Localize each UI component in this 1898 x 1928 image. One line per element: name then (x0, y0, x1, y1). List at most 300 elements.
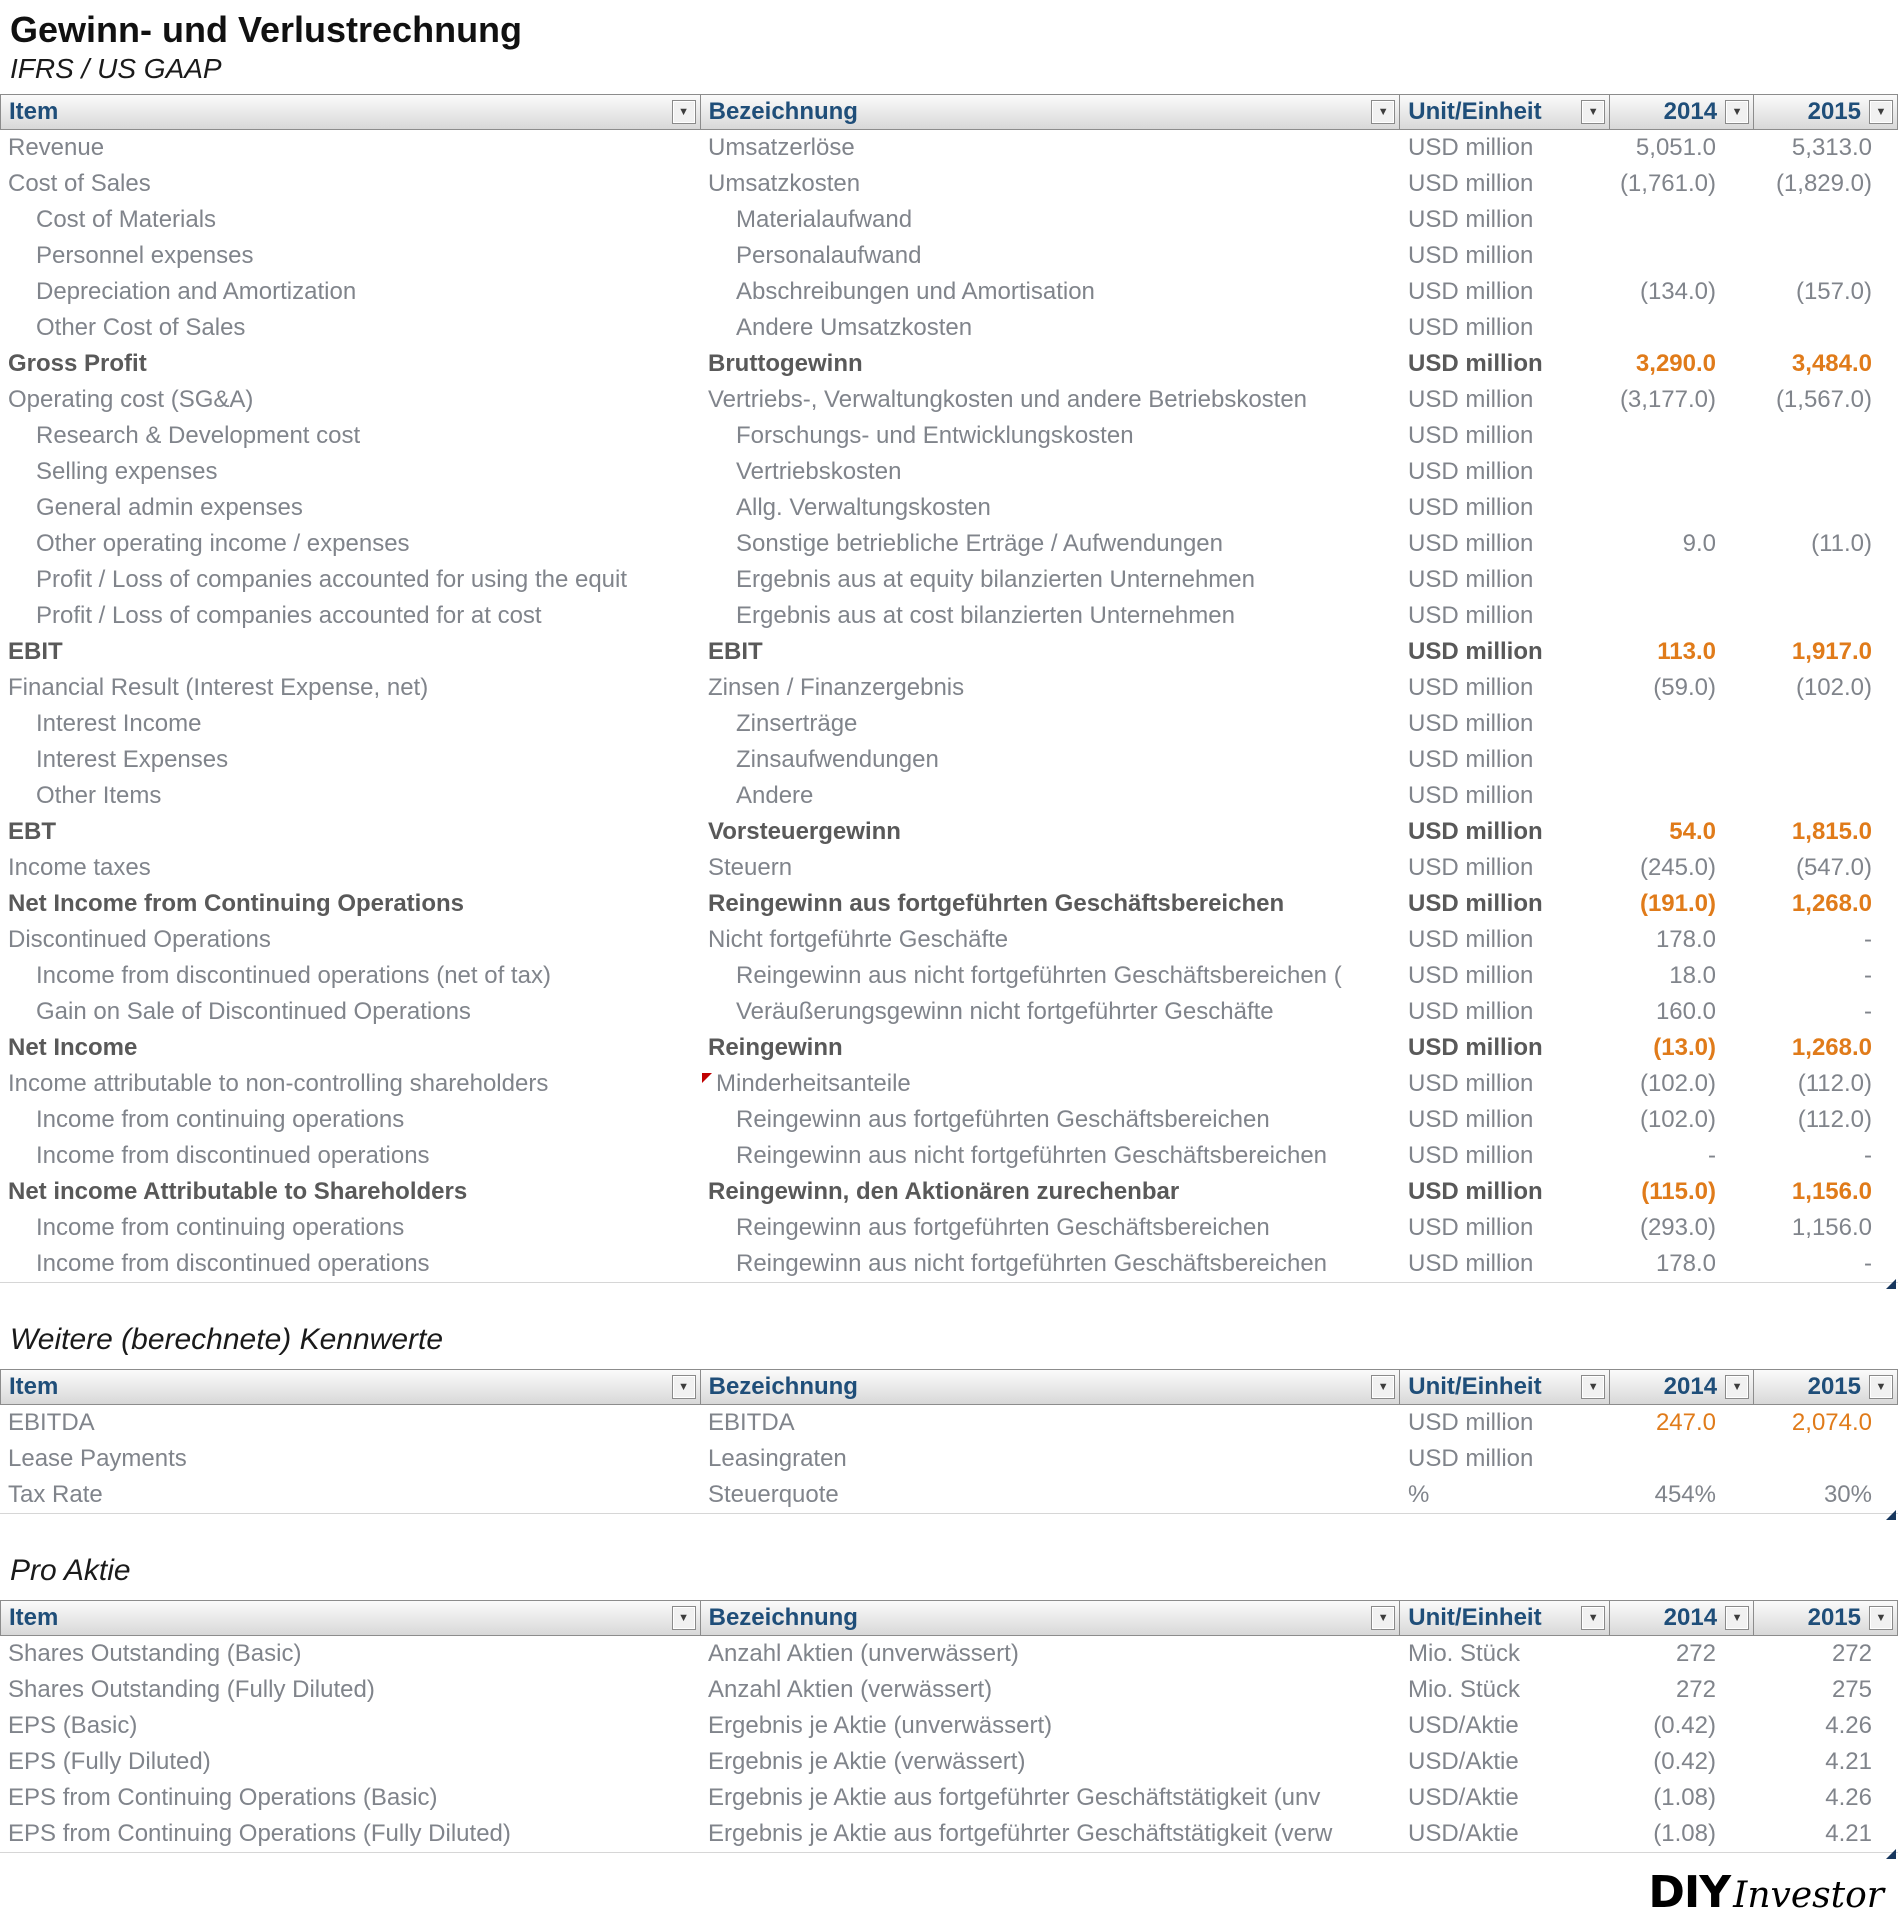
row-unit-cell: USD million (1408, 566, 1534, 594)
column-header-2015-label: 2015 (1807, 1604, 1861, 1632)
row-item-cell: Tax Rate (8, 1481, 103, 1509)
row-item-cell: Income attributable to non-controlling shareholders (8, 1070, 549, 1098)
filter-dropdown-button[interactable] (1725, 1375, 1749, 1399)
row-2014-cell: 247.0 (1655, 1409, 1716, 1437)
row-bezeichnung-cell: Steuerquote (708, 1481, 839, 1509)
table-row (0, 742, 1898, 778)
row-item-cell: EPS (Basic) (8, 1712, 138, 1740)
filter-dropdown-icon: ▼ (1587, 105, 1599, 118)
table-row (0, 166, 1898, 202)
filter-dropdown-icon: ▼ (678, 105, 690, 118)
row-item-cell: Shares Outstanding (Fully Diluted) (8, 1676, 375, 1704)
page-subtitle: IFRS / US GAAP (10, 52, 222, 84)
column-header-2015 (1754, 1370, 1898, 1404)
filter-dropdown-icon: ▼ (1731, 1611, 1743, 1624)
filter-dropdown-icon: ▼ (1587, 1611, 1599, 1624)
row-bezeichnung-cell: Umsatzerlöse (708, 134, 855, 162)
row-2015-cell: 5,313.0 (1791, 134, 1872, 162)
table-row (0, 598, 1898, 634)
row-2014-cell (1610, 454, 1754, 490)
filter-dropdown-button[interactable] (1371, 1606, 1395, 1630)
row-item-cell: Discontinued Operations (8, 926, 271, 954)
row-2014-cell (1610, 778, 1754, 814)
filter-dropdown-button[interactable] (1581, 100, 1605, 124)
table-header-row (0, 94, 1898, 130)
row-unit-cell: USD/Aktie (1408, 1784, 1519, 1812)
filter-dropdown-button[interactable] (1869, 100, 1893, 124)
row-unit-cell: % (1408, 1481, 1430, 1509)
row-2014-cell: (13.0) (1653, 1034, 1716, 1062)
column-header-2014-label: 2014 (1663, 1373, 1718, 1401)
column-header-2014 (1610, 1370, 1754, 1404)
column-header-unit-label: Unit/Einheit (1408, 98, 1542, 126)
row-2015-cell (1754, 778, 1898, 814)
row-unit-cell: USD million (1408, 242, 1534, 270)
filter-dropdown-icon: ▼ (1875, 1611, 1887, 1624)
row-2014-cell: (0.42) (1653, 1712, 1716, 1740)
row-2015-cell: - (1864, 1250, 1872, 1278)
row-bezeichnung-cell: Sonstige betriebliche Erträge / Aufwendungen (736, 530, 1223, 558)
row-item-cell: Income from continuing operations (36, 1214, 405, 1242)
row-2014-cell: (115.0) (1641, 1178, 1716, 1206)
row-2014-cell: 9.0 (1682, 530, 1716, 558)
table-row (0, 274, 1898, 310)
row-2014-cell: 113.0 (1657, 638, 1716, 666)
row-2015-cell (1754, 562, 1898, 598)
row-unit-cell: Mio. Stück (1408, 1640, 1521, 1668)
row-bezeichnung-cell: Andere (736, 782, 814, 810)
row-bezeichnung-cell: Zinsen / Finanzergebnis (708, 674, 965, 702)
table-row (0, 1672, 1898, 1708)
table-row (0, 778, 1898, 814)
filter-dropdown-icon: ▼ (1875, 1380, 1887, 1393)
table-row (0, 922, 1898, 958)
row-bezeichnung-cell: Reingewinn aus nicht fortgeführten Geschäftsbereichen ( (736, 962, 1342, 990)
table-header-row (0, 1600, 1898, 1636)
table-row (0, 202, 1898, 238)
row-unit-cell: USD million (1408, 1409, 1534, 1437)
table-row (0, 706, 1898, 742)
row-2014-cell (1610, 238, 1754, 274)
row-2015-cell (1754, 490, 1898, 526)
row-unit-cell: USD million (1408, 170, 1534, 198)
row-unit-cell: USD million (1408, 854, 1534, 882)
row-2015-cell: 4.21 (1825, 1820, 1872, 1848)
table-row (0, 130, 1898, 166)
page-title: Gewinn- und Verlustrechnung (10, 9, 523, 50)
table-row (0, 382, 1898, 418)
column-header-item (1, 1601, 701, 1635)
row-item-cell: Gain on Sale of Discontinued Operations (36, 998, 471, 1026)
row-2014-cell (1610, 706, 1754, 742)
row-2015-cell: 1,268.0 (1791, 890, 1872, 918)
row-item-cell: EBT (8, 818, 56, 846)
table-row (0, 1405, 1898, 1441)
filter-dropdown-icon: ▼ (1377, 1380, 1389, 1393)
row-bezeichnung-cell: Zinsaufwendungen (736, 746, 939, 774)
row-2014-cell (1610, 742, 1754, 778)
row-2015-cell (1754, 454, 1898, 490)
filter-dropdown-button[interactable] (1371, 100, 1395, 124)
row-item-cell: Net Income from Continuing Operations (8, 890, 465, 918)
row-2015-cell (1754, 706, 1898, 742)
row-unit-cell: USD million (1408, 602, 1534, 630)
row-bezeichnung-cell: Reingewinn aus fortgeführten Geschäftsbereichen (736, 1214, 1270, 1242)
filter-dropdown-button[interactable] (1725, 1606, 1749, 1630)
table-row (0, 1030, 1898, 1066)
table-row (0, 526, 1898, 562)
row-2014-cell: (245.0) (1639, 854, 1716, 882)
pro-aktie-table (0, 1600, 1898, 1853)
table-row (0, 1477, 1898, 1513)
table-row (0, 562, 1898, 598)
row-item-cell: Net income Attributable to Shareholders (8, 1178, 468, 1206)
row-2015-cell: (11.0) (1811, 530, 1872, 558)
column-header-2015 (1754, 95, 1898, 129)
row-2014-cell (1610, 1441, 1754, 1477)
filter-dropdown-button[interactable] (672, 1606, 696, 1630)
row-unit-cell: USD million (1408, 926, 1534, 954)
row-2014-cell: 5,051.0 (1635, 134, 1716, 162)
table-row (0, 1708, 1898, 1744)
row-2014-cell (1610, 202, 1754, 238)
row-2015-cell: (102.0) (1795, 674, 1872, 702)
column-header-unit (1400, 1601, 1610, 1635)
row-unit-cell: USD million (1408, 1178, 1543, 1206)
column-header-bezeichnung-label: Bezeichnung (708, 98, 858, 126)
row-2014-cell: 454% (1654, 1481, 1716, 1509)
row-unit-cell: USD million (1408, 890, 1543, 918)
row-bezeichnung-cell: Ergebnis je Aktie (unverwässert) (708, 1712, 1053, 1740)
row-2014-cell: 54.0 (1669, 818, 1716, 846)
table-row (0, 634, 1898, 670)
row-2014-cell: 3,290.0 (1635, 350, 1716, 378)
row-unit-cell: USD million (1408, 1106, 1534, 1134)
row-unit-cell: USD million (1408, 134, 1534, 162)
row-bezeichnung-cell: Nicht fortgeführte Geschäfte (708, 926, 1009, 954)
row-unit-cell: USD million (1408, 350, 1543, 378)
row-2015-cell (1754, 202, 1898, 238)
column-header-item (1, 95, 701, 129)
row-unit-cell: USD/Aktie (1408, 1748, 1519, 1776)
row-item-cell: Income from discontinued operations (36, 1142, 430, 1170)
row-item-cell: General admin expenses (36, 494, 303, 522)
row-item-cell: Research & Development cost (36, 422, 361, 450)
filter-dropdown-icon: ▼ (1731, 105, 1743, 118)
row-bezeichnung-cell: Forschungs- und Entwicklungskosten (736, 422, 1134, 450)
row-bezeichnung-cell: Ergebnis aus at cost bilanzierten Unternehmen (736, 602, 1235, 630)
row-item-cell: EPS from Continuing Operations (Fully Diluted) (8, 1820, 511, 1848)
logo-secondary-text: Investor (1733, 1875, 1884, 1917)
row-item-cell: Revenue (8, 134, 105, 162)
row-bezeichnung-cell: Abschreibungen und Amortisation (736, 278, 1095, 306)
filter-dropdown-icon: ▼ (1875, 105, 1887, 118)
row-2014-cell: (102.0) (1639, 1070, 1716, 1098)
table-row (0, 1246, 1898, 1282)
row-item-cell: Personnel expenses (36, 242, 254, 270)
row-2015-cell: 4.21 (1825, 1748, 1872, 1776)
row-unit-cell: USD million (1408, 314, 1534, 342)
row-2015-cell: 2,074.0 (1791, 1409, 1872, 1437)
diy-investor-logo (0, 1853, 1898, 1928)
filter-corner-marker (1886, 1510, 1896, 1520)
column-header-2014 (1610, 1601, 1754, 1635)
row-unit-cell: USD million (1408, 278, 1534, 306)
filter-dropdown-button[interactable] (1869, 1375, 1893, 1399)
row-2014-cell: 272 (1675, 1676, 1716, 1704)
row-bezeichnung-cell: Reingewinn aus nicht fortgeführten Geschäftsbereichen (736, 1142, 1328, 1170)
row-item-cell: Income from continuing operations (36, 1106, 405, 1134)
row-2014-cell: (1.08) (1653, 1820, 1716, 1848)
table-row (0, 1816, 1898, 1852)
row-unit-cell: USD million (1408, 1034, 1543, 1062)
row-2014-cell: (102.0) (1639, 1106, 1716, 1134)
filter-dropdown-icon: ▼ (1731, 1380, 1743, 1393)
row-2014-cell: (3,177.0) (1619, 386, 1716, 414)
row-item-cell: Operating cost (SG&A) (8, 386, 254, 414)
row-bezeichnung-cell: Bruttogewinn (708, 350, 863, 378)
row-2015-cell: (112.0) (1797, 1070, 1872, 1098)
income-statement-table (0, 94, 1898, 1283)
row-unit-cell: USD million (1408, 386, 1534, 414)
column-header-2015-label: 2015 (1807, 1373, 1861, 1401)
row-2014-cell: 178.0 (1655, 1250, 1716, 1278)
table-row (0, 814, 1898, 850)
row-unit-cell: USD million (1408, 1070, 1534, 1098)
row-item-cell: Income from discontinued operations (net of tax) (36, 962, 551, 990)
row-2015-cell: 1,156.0 (1791, 1214, 1872, 1242)
row-bezeichnung-cell: Leasingraten (708, 1445, 847, 1473)
filter-dropdown-icon: ▼ (678, 1611, 690, 1624)
income-statement-rows (0, 130, 1898, 1283)
filter-dropdown-button[interactable] (1581, 1606, 1605, 1630)
column-header-item-label: Item (9, 1373, 59, 1401)
table-row (0, 1174, 1898, 1210)
row-item-cell: Selling expenses (36, 458, 218, 486)
table-row (0, 490, 1898, 526)
row-unit-cell: USD million (1408, 530, 1534, 558)
row-2014-cell (1610, 310, 1754, 346)
row-unit-cell: USD million (1408, 494, 1534, 522)
row-2015-cell: 1,156.0 (1791, 1178, 1872, 1206)
row-unit-cell: USD million (1408, 206, 1534, 234)
table-row (0, 1102, 1898, 1138)
column-header-2015-label: 2015 (1807, 98, 1861, 126)
table-row (0, 994, 1898, 1030)
row-2015-cell: - (1864, 926, 1872, 954)
row-item-cell: EPS (Fully Diluted) (8, 1748, 211, 1776)
row-item-cell: Interest Expenses (36, 746, 229, 774)
row-bezeichnung-cell: Reingewinn (708, 1034, 843, 1062)
column-header-bezeichnung-label: Bezeichnung (708, 1373, 858, 1401)
row-bezeichnung-cell: Personalaufwand (736, 242, 922, 270)
column-header-bezeichnung-label: Bezeichnung (708, 1604, 858, 1632)
table-row (0, 958, 1898, 994)
filter-corner-marker (1886, 1279, 1896, 1289)
row-bezeichnung-cell: Umsatzkosten (708, 170, 861, 198)
row-2015-cell: 275 (1831, 1676, 1872, 1704)
row-2014-cell (1610, 418, 1754, 454)
row-2014-cell (1610, 598, 1754, 634)
column-header-unit (1400, 1370, 1610, 1404)
row-item-cell: Profit / Loss of companies accounted for using the equit (36, 566, 628, 594)
row-unit-cell: USD million (1408, 962, 1534, 990)
row-bezeichnung-cell: Reingewinn, den Aktionären zurechenbar (708, 1178, 1180, 1206)
row-2014-cell (1610, 490, 1754, 526)
row-2015-cell (1754, 598, 1898, 634)
column-header-unit-label: Unit/Einheit (1408, 1604, 1542, 1632)
row-item-cell: Depreciation and Amortization (36, 278, 357, 306)
row-unit-cell: USD million (1408, 998, 1534, 1026)
filter-dropdown-button[interactable] (1371, 1375, 1395, 1399)
row-unit-cell: USD million (1408, 746, 1534, 774)
filter-dropdown-button[interactable] (1725, 100, 1749, 124)
row-2014-cell: 178.0 (1655, 926, 1716, 954)
row-bezeichnung-cell: Zinserträge (736, 710, 858, 738)
row-bezeichnung-cell: EBITDA (708, 1409, 795, 1437)
row-unit-cell: USD/Aktie (1408, 1712, 1519, 1740)
row-2014-cell: - (1708, 1142, 1716, 1170)
row-2015-cell: (157.0) (1795, 278, 1872, 306)
filter-dropdown-button[interactable] (1581, 1375, 1605, 1399)
row-item-cell: Other operating income / expenses (36, 530, 410, 558)
filter-dropdown-button[interactable] (1869, 1606, 1893, 1630)
filter-dropdown-button[interactable] (672, 1375, 696, 1399)
section-heading-kennwerte: Weitere (berechnete) Kennwerte (10, 1323, 444, 1357)
column-header-bezeichnung (701, 95, 1401, 129)
row-2014-cell: (1.08) (1653, 1784, 1716, 1812)
pro-aktie-rows (0, 1636, 1898, 1853)
row-item-cell: Lease Payments (8, 1445, 187, 1473)
row-bezeichnung-cell: Ergebnis je Aktie (verwässert) (708, 1748, 1026, 1776)
column-header-unit (1400, 95, 1610, 129)
table-row (0, 454, 1898, 490)
row-bezeichnung-cell: Ergebnis je Aktie aus fortgeführter Geschäftstätigkeit (verw (708, 1820, 1333, 1848)
row-bezeichnung-cell: Vertriebskosten (736, 458, 902, 486)
row-2015-cell: (112.0) (1797, 1106, 1872, 1134)
row-2014-cell: (293.0) (1639, 1214, 1716, 1242)
row-2015-cell: (1,829.0) (1775, 170, 1872, 198)
filter-dropdown-icon: ▼ (1377, 1611, 1389, 1624)
logo-primary-text: DIY (1648, 1867, 1731, 1919)
filter-dropdown-button[interactable] (672, 100, 696, 124)
row-unit-cell: Mio. Stück (1408, 1676, 1521, 1704)
row-unit-cell: USD million (1408, 818, 1543, 846)
row-unit-cell: USD million (1408, 1214, 1534, 1242)
row-unit-cell: USD million (1408, 458, 1534, 486)
row-2014-cell: (0.42) (1653, 1748, 1716, 1776)
row-2015-cell: 30% (1823, 1481, 1872, 1509)
filter-dropdown-icon: ▼ (678, 1380, 690, 1393)
row-bezeichnung-cell: Reingewinn aus fortgeführten Geschäftsbereichen (708, 890, 1285, 918)
row-2015-cell (1754, 238, 1898, 274)
row-bezeichnung-cell: EBIT (708, 638, 763, 666)
row-unit-cell: USD million (1408, 1445, 1534, 1473)
table-row (0, 670, 1898, 706)
table-row (0, 1744, 1898, 1780)
table-row (0, 1441, 1898, 1477)
column-header-item (1, 1370, 701, 1404)
row-bezeichnung-cell: Materialaufwand (736, 206, 913, 234)
row-item-cell: Income from discontinued operations (36, 1250, 430, 1278)
table-row (0, 310, 1898, 346)
row-item-cell: Gross Profit (8, 350, 147, 378)
column-header-2014-label: 2014 (1663, 98, 1718, 126)
table-row (0, 1138, 1898, 1174)
table-row (0, 1780, 1898, 1816)
row-2014-cell: (1,761.0) (1619, 170, 1716, 198)
table-row (0, 346, 1898, 382)
row-2015-cell: - (1864, 962, 1872, 990)
row-bezeichnung-cell: Andere Umsatzkosten (736, 314, 973, 342)
row-2015-cell (1754, 418, 1898, 454)
row-2015-cell: 1,815.0 (1791, 818, 1872, 846)
row-item-cell: Profit / Loss of companies accounted for at cost (36, 602, 542, 630)
column-header-item-label: Item (9, 1604, 59, 1632)
row-bezeichnung-cell: Ergebnis je Aktie aus fortgeführter Geschäftstätigkeit (unv (708, 1784, 1321, 1812)
row-2015-cell: - (1864, 1142, 1872, 1170)
comment-marker-icon (702, 1073, 712, 1083)
table-row (0, 850, 1898, 886)
row-item-cell: Financial Result (Interest Expense, net) (8, 674, 429, 702)
table-header-row (0, 1369, 1898, 1405)
row-unit-cell: USD million (1408, 638, 1543, 666)
row-bezeichnung-cell: Vertriebs-, Verwaltungkosten und andere Betriebskosten (708, 386, 1308, 414)
column-header-2015 (1754, 1601, 1898, 1635)
row-unit-cell: USD million (1408, 710, 1534, 738)
row-2015-cell: 4.26 (1825, 1712, 1872, 1740)
row-2014-cell: 160.0 (1655, 998, 1716, 1026)
kennwerte-rows (0, 1405, 1898, 1514)
column-header-bezeichnung (701, 1370, 1401, 1404)
row-2014-cell: 18.0 (1669, 962, 1716, 990)
row-item-cell: EBIT (8, 638, 63, 666)
row-2014-cell: (59.0) (1653, 674, 1716, 702)
row-bezeichnung-cell: Reingewinn aus nicht fortgeführten Geschäftsbereichen (736, 1250, 1328, 1278)
row-2015-cell: 1,917.0 (1791, 638, 1872, 666)
row-unit-cell: USD million (1408, 782, 1534, 810)
row-unit-cell: USD million (1408, 1142, 1534, 1170)
column-header-bezeichnung (701, 1601, 1401, 1635)
column-header-item-label: Item (9, 98, 59, 126)
row-item-cell: Other Cost of Sales (36, 314, 246, 342)
table-row (0, 238, 1898, 274)
table-row (0, 418, 1898, 454)
row-2015-cell: 1,268.0 (1791, 1034, 1872, 1062)
row-item-cell: Interest Income (36, 710, 202, 738)
filter-dropdown-icon: ▼ (1587, 1380, 1599, 1393)
filter-corner-marker (1886, 1849, 1896, 1859)
section-heading-pro-aktie: Pro Aktie (10, 1554, 131, 1588)
filter-dropdown-icon: ▼ (1377, 105, 1389, 118)
row-2014-cell (1610, 562, 1754, 598)
row-item-cell: Cost of Materials (36, 206, 217, 234)
row-2014-cell: (191.0) (1639, 890, 1716, 918)
row-unit-cell: USD million (1408, 1250, 1534, 1278)
row-unit-cell: USD million (1408, 674, 1534, 702)
row-2015-cell: (1,567.0) (1775, 386, 1872, 414)
row-bezeichnung-cell: Steuern (708, 854, 793, 882)
row-bezeichnung-cell: Reingewinn aus fortgeführten Geschäftsbereichen (736, 1106, 1270, 1134)
row-bezeichnung-cell: Anzahl Aktien (verwässert) (708, 1676, 993, 1704)
row-bezeichnung-cell: Allg. Verwaltungskosten (736, 494, 991, 522)
row-item-cell: Other Items (36, 782, 162, 810)
row-2014-cell: 272 (1675, 1640, 1716, 1668)
row-bezeichnung-cell: Vorsteuergewinn (708, 818, 901, 846)
row-bezeichnung-cell: Minderheitsanteile (700, 1066, 1400, 1102)
row-item-cell: EBITDA (8, 1409, 95, 1437)
row-item-cell: EPS from Continuing Operations (Basic) (8, 1784, 438, 1812)
